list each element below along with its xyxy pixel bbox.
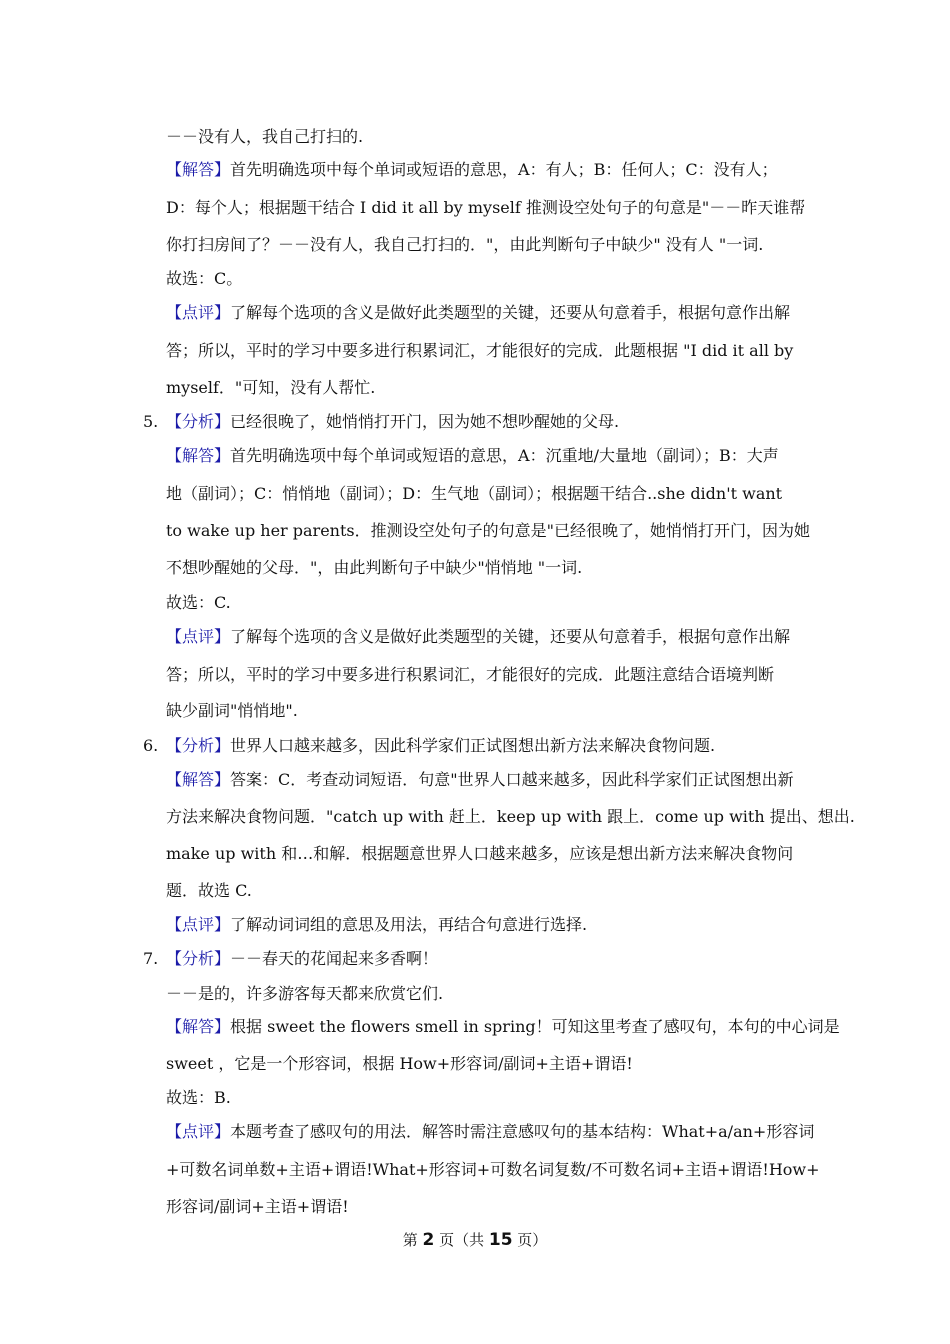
text-line — [166, 915, 830, 935]
line-text: 首先明确选项中每个单词或短语的意思，A：有人；B：任何人；C：没有人； — [230, 160, 778, 179]
line-text: to wake up her parents．推测设空处句子的句意是"已经很晚了，她悄悄打开门，因为她 — [166, 521, 810, 540]
line-text: 答；所以，平时的学习中要多进行积累词汇，才能很好的完成．此题注意结合语境判断 — [166, 665, 775, 684]
line-text: 故选：B. — [166, 1088, 231, 1107]
text-line — [166, 198, 830, 218]
section-tag: 【点评】 — [166, 627, 231, 646]
question-number: 6. — [143, 736, 159, 755]
text-line — [166, 1160, 830, 1180]
text-line — [166, 484, 830, 504]
text-line — [166, 593, 830, 613]
section-tag: 【点评】 — [166, 303, 231, 322]
line-text: 根据 sweet the flowers smell in spring！可知这里考查了感叹句，本句的中心词是 — [230, 1017, 840, 1036]
line-text: make up with 和…和解．根据题意世界人口越来越多，应该是想出新方法来解决食物问 — [166, 844, 794, 863]
line-text: 答；所以，平时的学习中要多进行积累词汇，才能很好的完成．此题根据 "I did it all by — [166, 341, 794, 360]
line-text: 你打扫房间了？－－没有人，我自己打扫的．"，由此判断句子中缺少" 没有人 "一词. — [166, 235, 764, 254]
text-line — [166, 378, 830, 398]
line-text: 首先明确选项中每个单词或短语的意思，A：沉重地/大量地（副词）；B：大声 — [230, 446, 779, 465]
line-text: 本题考查了感叹句的用法．解答时需注意感叹句的基本结构：What+a/an+形容词 — [230, 1122, 815, 1141]
line-text: sweet ，它是一个形容词，根据 How+形容词/副词+主语+谓语! — [166, 1054, 633, 1073]
line-text: －－没有人，我自己打扫的. — [166, 127, 364, 146]
footer-middle: 页（共 — [434, 1231, 489, 1249]
section-tag: 【解答】 — [166, 1017, 231, 1036]
line-text: +可数名词单数+主语+谓语!What+形容词+可数名词复数/不可数名词+主语+谓语!How+ — [166, 1160, 820, 1179]
line-text: 故选：C. — [166, 593, 231, 612]
text-line — [166, 627, 830, 647]
text-line — [166, 736, 830, 756]
question-number: 7. — [143, 949, 159, 968]
line-text: 世界人口越来越多，因此科学家们正试图想出新方法来解决食物问题. — [230, 736, 716, 755]
text-line — [166, 665, 830, 685]
text-line — [166, 949, 830, 969]
text-line — [166, 701, 830, 721]
line-text: 不想吵醒她的父母．"，由此判断句子中缺少"悄悄地 "一词. — [166, 558, 583, 577]
line-text: 答案：C．考查动词短语．句意"世界人口越来越多，因此科学家们正试图想出新 — [230, 770, 794, 789]
text-line — [166, 1054, 830, 1074]
line-text: 题．故选 C. — [166, 881, 252, 900]
line-text: 形容词/副词+主语+谓语! — [166, 1197, 349, 1216]
section-tag: 【解答】 — [166, 160, 231, 179]
text-line — [166, 127, 830, 147]
text-line — [166, 984, 830, 1004]
text-line — [166, 770, 830, 790]
line-text: 地（副词）；C：悄悄地（副词）；D：生气地（副词）；根据题干结合..she didn't want — [166, 484, 783, 503]
text-line — [166, 446, 830, 466]
text-line — [166, 1122, 830, 1142]
footer-suffix: 页） — [512, 1231, 548, 1249]
footer-prefix: 第 — [402, 1231, 423, 1249]
line-text: 故选：C。 — [166, 269, 243, 288]
text-line — [166, 341, 830, 361]
line-text: 已经很晚了，她悄悄打开门，因为她不想吵醒她的父母. — [230, 412, 620, 431]
current-page-number: 2 — [422, 1230, 435, 1250]
text-line — [166, 844, 830, 864]
line-text: D：每个人；根据题干结合 I did it all by myself 推测设空处句子的句意是"－－昨天谁帮 — [166, 198, 806, 217]
line-text: －－是的，许多游客每天都来欣赏它们. — [166, 984, 444, 1003]
text-line — [166, 303, 830, 323]
section-tag: 【解答】 — [166, 446, 231, 465]
section-tag: 【分析】 — [166, 949, 231, 968]
text-line — [166, 269, 830, 289]
text-line — [166, 235, 830, 255]
line-text: －－春天的花闻起来多香啊！ — [230, 949, 439, 968]
section-tag: 【点评】 — [166, 915, 231, 934]
text-line — [166, 1017, 840, 1037]
text-line — [166, 1088, 830, 1108]
total-page-number: 15 — [488, 1230, 513, 1250]
line-text: 缺少副词"悄悄地". — [166, 701, 298, 720]
section-tag: 【解答】 — [166, 770, 231, 789]
line-text: 方法来解决食物问题．"catch up with 赶上．keep up with 跟上．come up with 提出、想出. — [166, 807, 855, 826]
section-tag: 【点评】 — [166, 1122, 231, 1141]
text-line — [166, 881, 830, 901]
line-text: 了解每个选项的含义是做好此类题型的关键，还要从句意着手，根据句意作出解 — [230, 303, 791, 322]
text-line — [166, 558, 830, 578]
text-line — [166, 412, 830, 432]
line-text: myself．"可知，没有人帮忙. — [166, 378, 376, 397]
text-line — [166, 1197, 830, 1217]
question-number: 5. — [143, 412, 159, 431]
text-line — [166, 807, 855, 827]
line-text: 了解每个选项的含义是做好此类题型的关键，还要从句意着手，根据句意作出解 — [230, 627, 791, 646]
text-line — [166, 160, 830, 180]
line-text: 了解动词词组的意思及用法，再结合句意进行选择. — [230, 915, 588, 934]
section-tag: 【分析】 — [166, 736, 231, 755]
page-footer — [0, 1229, 950, 1250]
text-line — [166, 521, 830, 541]
section-tag: 【分析】 — [166, 412, 231, 431]
